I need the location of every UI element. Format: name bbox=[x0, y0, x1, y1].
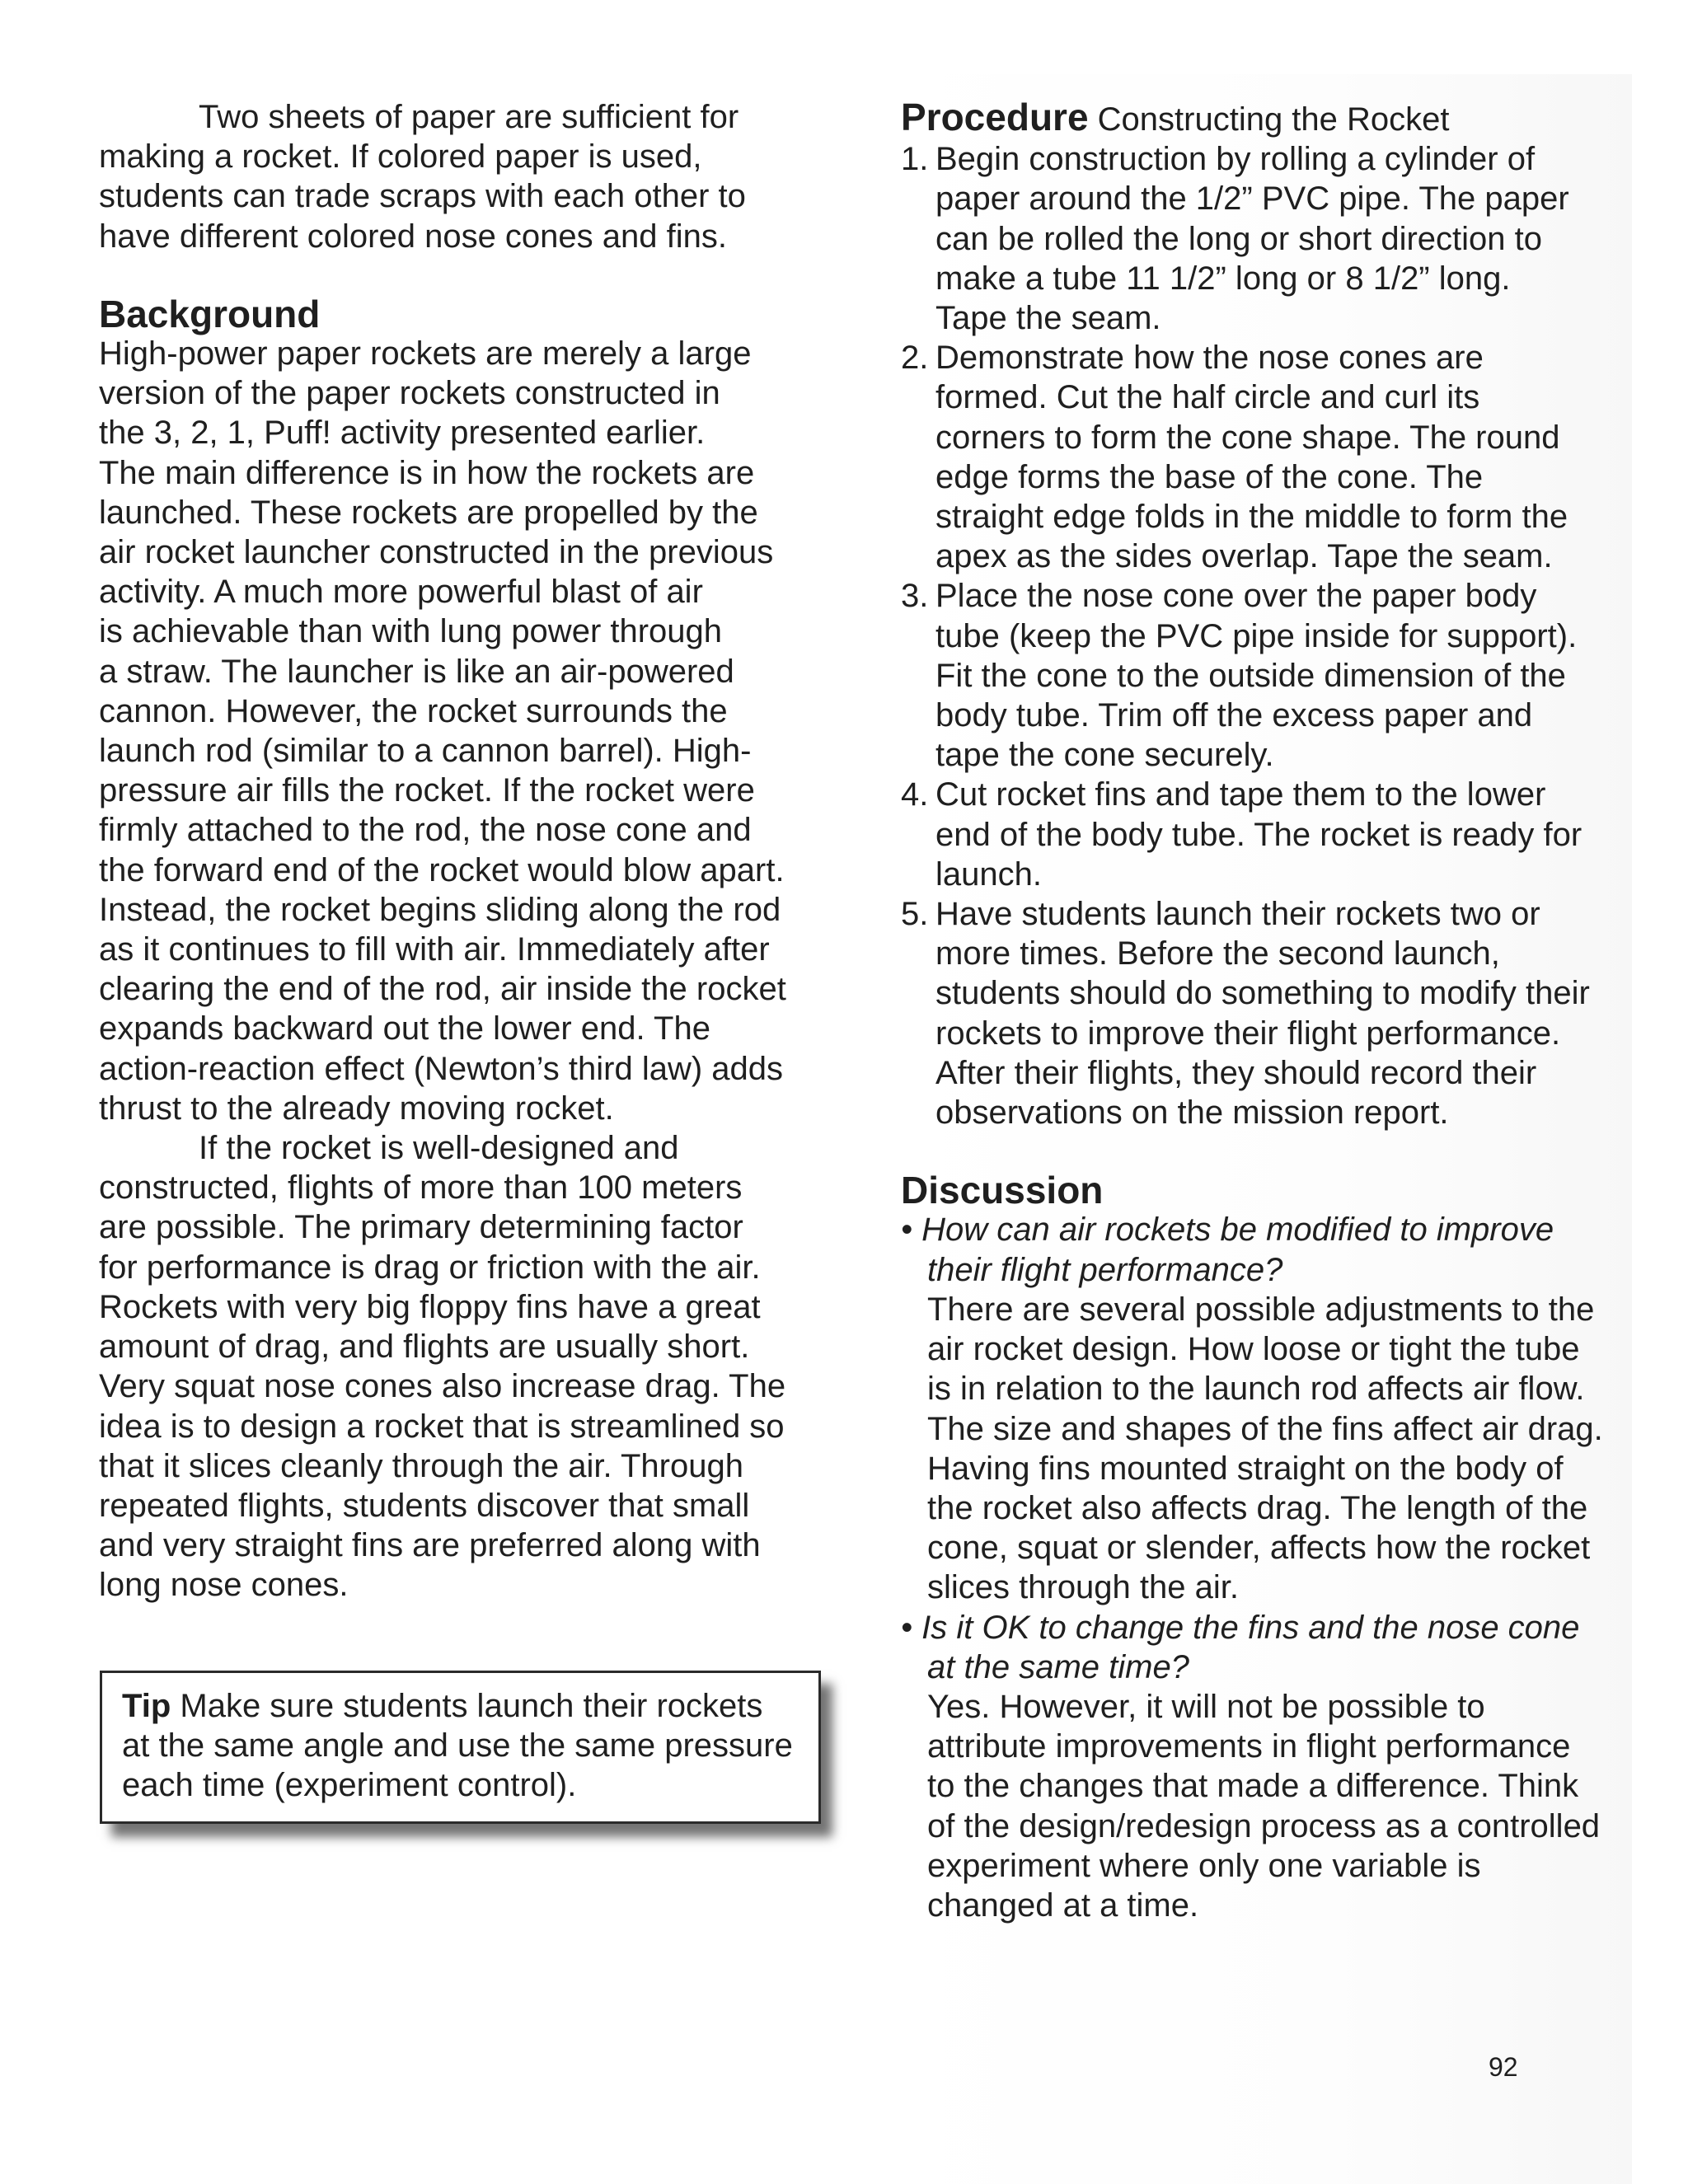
step-first-line bbox=[901, 139, 1643, 179]
bullet-answer-line: experiment where only one variable is bbox=[927, 1847, 1481, 1884]
procedure-subheading: Constructing the Rocket bbox=[1088, 101, 1450, 138]
step-text-line: observations on the mission report. bbox=[935, 1094, 1449, 1132]
text-line: activity. A much more powerful blast of air bbox=[99, 574, 703, 611]
step-text-line: Fit the cone to the outside dimension of the bbox=[935, 657, 1566, 694]
text-line: High-power paper rockets are merely a large bbox=[99, 335, 752, 373]
step-text-line: straight edge folds in the middle to form the bbox=[935, 499, 1568, 536]
procedure-heading-line bbox=[901, 97, 1643, 139]
step-first-line bbox=[901, 894, 1643, 934]
text-line: Two sheets of paper are sufficient for bbox=[199, 99, 739, 135]
bullet-question: • How can air rockets be modified to improve bbox=[901, 1212, 1554, 1249]
bullet-question: • Is it OK to change the fins and the nose cone bbox=[901, 1609, 1580, 1646]
step-text: Demonstrate how the nose cones are bbox=[935, 340, 1484, 377]
bullet-answer-line: air rocket design. How loose or tight the tube bbox=[927, 1331, 1580, 1368]
step-text-line: After their flights, they should record their bbox=[935, 1054, 1537, 1091]
discussion-bullet bbox=[901, 1608, 1643, 1926]
text-line: making a rocket. If colored paper is used, bbox=[99, 138, 702, 176]
step-text-line: make a tube 11 1/2” long or 8 1/2” long. bbox=[935, 260, 1511, 297]
step-text-line: more times. Before the second launch, bbox=[935, 935, 1500, 972]
procedure-step bbox=[901, 775, 1643, 894]
spacer bbox=[99, 256, 841, 294]
step-number: 3. bbox=[901, 578, 929, 615]
text-line: clearing the end of the rod, air inside the rocket bbox=[99, 971, 786, 1008]
text-line: Instead, the rocket begins sliding along the rod bbox=[99, 891, 781, 928]
step-text-line: tape the cone securely. bbox=[935, 737, 1274, 774]
procedure-step bbox=[901, 338, 1643, 576]
step-text-line: edge forms the base of the cone. The bbox=[935, 458, 1484, 495]
step-first-line bbox=[901, 338, 1643, 377]
step-text-line: paper around the 1/2” PVC pipe. The paper bbox=[935, 180, 1569, 218]
tip-first-line bbox=[122, 1686, 799, 1726]
step-text-line: body tube. Trim off the excess paper and bbox=[935, 697, 1533, 734]
step-number: 1. bbox=[901, 141, 929, 178]
text-line: that it slices cleanly through the air. Through bbox=[99, 1447, 743, 1484]
background-paragraph bbox=[99, 334, 841, 1128]
discussion-heading: Discussion bbox=[901, 1169, 1104, 1212]
text-line: Rockets with very big floppy fins have a great bbox=[99, 1288, 761, 1325]
tip-label: Tip bbox=[122, 1688, 171, 1724]
text-line: firmly attached to the rod, the nose cone and bbox=[99, 812, 752, 849]
text-line: a straw. The launcher is like an air-powered bbox=[99, 653, 734, 690]
text-line: cannon. However, the rocket surrounds the bbox=[99, 692, 728, 729]
bullet-question: their flight performance? bbox=[927, 1251, 1283, 1288]
step-text-line: corners to form the cone shape. The round bbox=[935, 419, 1560, 456]
bullet-answer-line: is in relation to the launch rod affects air flow. bbox=[927, 1371, 1585, 1408]
text-line: the 3, 2, 1, Puff! activity presented earlier. bbox=[99, 415, 706, 452]
text-line: Very squat nose cones also increase drag. The bbox=[99, 1368, 786, 1405]
background-heading: Background bbox=[99, 292, 321, 335]
text-line: repeated flights, students discover that small bbox=[99, 1487, 750, 1524]
step-text-line: Tape the seam. bbox=[935, 300, 1161, 337]
bullet-answer-line: Having fins mounted straight on the body of bbox=[927, 1450, 1564, 1487]
step-text-line: students should do something to modify their bbox=[935, 975, 1590, 1012]
tip-box bbox=[100, 1671, 821, 1824]
bullet-answer-line: of the design/redesign process as a controlled bbox=[927, 1807, 1601, 1844]
tip-text: Make sure students launch their rockets bbox=[171, 1688, 763, 1724]
text-line: long nose cones. bbox=[99, 1567, 349, 1604]
bullet-answer-line: cone, squat or slender, affects how the rocket bbox=[927, 1530, 1591, 1567]
text-line: have different colored nose cones and fins. bbox=[99, 218, 727, 255]
text-line: The main difference is in how the rockets are bbox=[99, 454, 755, 491]
bullet-question: at the same time? bbox=[927, 1648, 1189, 1685]
right-column bbox=[901, 97, 1643, 1925]
text-line: If the rocket is well-designed and bbox=[199, 1130, 679, 1167]
text-line: the forward end of the rocket would blow apart. bbox=[99, 851, 785, 888]
text-line: version of the paper rockets constructed in bbox=[99, 375, 720, 412]
step-first-line bbox=[901, 576, 1643, 616]
step-text: Have students launch their rockets two or bbox=[935, 896, 1540, 933]
text-line: and very straight fins are preferred along with bbox=[99, 1527, 761, 1564]
step-text: Place the nose cone over the paper body bbox=[935, 578, 1537, 615]
step-text: Cut rocket fins and tape them to the lower bbox=[935, 776, 1546, 813]
text-line: students can trade scraps with each other to bbox=[99, 178, 746, 215]
text-line: amount of drag, and flights are usually short. bbox=[99, 1329, 750, 1366]
step-number: 5. bbox=[901, 896, 929, 933]
step-text-line: end of the body tube. The rocket is ready for bbox=[935, 816, 1582, 853]
step-text-line: rockets to improve their flight performance. bbox=[935, 1015, 1561, 1052]
bullet-answer-line: There are several possible adjustments to the bbox=[927, 1291, 1595, 1328]
step-number: 2. bbox=[901, 340, 929, 377]
bullet-answer-line: attribute improvements in flight performance bbox=[927, 1728, 1571, 1765]
text-line: idea is to design a rocket that is streamlined so bbox=[99, 1408, 785, 1445]
intro-paragraph bbox=[99, 97, 841, 256]
text-line: is achievable than with lung power through bbox=[99, 613, 723, 650]
text-line: thrust to the already moving rocket. bbox=[99, 1090, 614, 1127]
discussion-bullet bbox=[901, 1210, 1643, 1607]
text-line: pressure air fills the rocket. If the rocket were bbox=[99, 772, 755, 809]
procedure-step bbox=[901, 894, 1643, 1132]
bullet-answer-line: The size and shapes of the fins affect air drag. bbox=[927, 1410, 1603, 1447]
text-line: launched. These rockets are propelled by the bbox=[99, 494, 758, 531]
step-number: 4. bbox=[901, 776, 929, 813]
tip-text-line: each time (experiment control). bbox=[122, 1767, 577, 1804]
text-line: constructed, flights of more than 100 meters bbox=[99, 1169, 743, 1207]
text-line: launch rod (similar to a cannon barrel). High- bbox=[99, 733, 752, 770]
tip-text-line: at the same angle and use the same pressure bbox=[122, 1727, 793, 1765]
bullet-answer-line: Yes. However, it will not be possible to bbox=[927, 1688, 1485, 1725]
bullet-answer-line: the rocket also affects drag. The length of the bbox=[927, 1489, 1588, 1526]
text-line: air rocket launcher constructed in the previous bbox=[99, 534, 774, 571]
spacer bbox=[901, 1132, 1643, 1170]
bullet-answer-line: slices through the air. bbox=[927, 1569, 1239, 1606]
text-line: expands backward out the lower end. The bbox=[99, 1010, 710, 1047]
page-number: 92 bbox=[1489, 2052, 1518, 2082]
step-text-line: apex as the sides overlap. Tape the seam. bbox=[935, 538, 1553, 575]
procedure-step bbox=[901, 139, 1643, 338]
left-column bbox=[99, 97, 841, 1605]
procedure-step bbox=[901, 576, 1643, 775]
text-line: are possible. The primary determining factor bbox=[99, 1209, 743, 1246]
step-first-line bbox=[901, 775, 1643, 814]
bullet-answer-line: to the changes that made a difference. Think bbox=[927, 1768, 1579, 1805]
design-paragraph bbox=[99, 1128, 841, 1605]
step-text-line: formed. Cut the half circle and curl its bbox=[935, 379, 1480, 416]
procedure-heading: Procedure bbox=[901, 96, 1089, 138]
text-line: as it continues to fill with air. Immediately after bbox=[99, 931, 770, 968]
step-text: Begin construction by rolling a cylinder of bbox=[935, 141, 1536, 178]
bullet-answer-line: changed at a time. bbox=[927, 1886, 1199, 1924]
text-line: action-reaction effect (Newton’s third law) adds bbox=[99, 1050, 784, 1087]
step-text-line: can be rolled the long or short direction to bbox=[935, 220, 1542, 257]
step-text-line: launch. bbox=[935, 855, 1042, 893]
text-line: for performance is drag or friction with the air. bbox=[99, 1249, 761, 1286]
step-text-line: tube (keep the PVC pipe inside for support). bbox=[935, 617, 1578, 654]
